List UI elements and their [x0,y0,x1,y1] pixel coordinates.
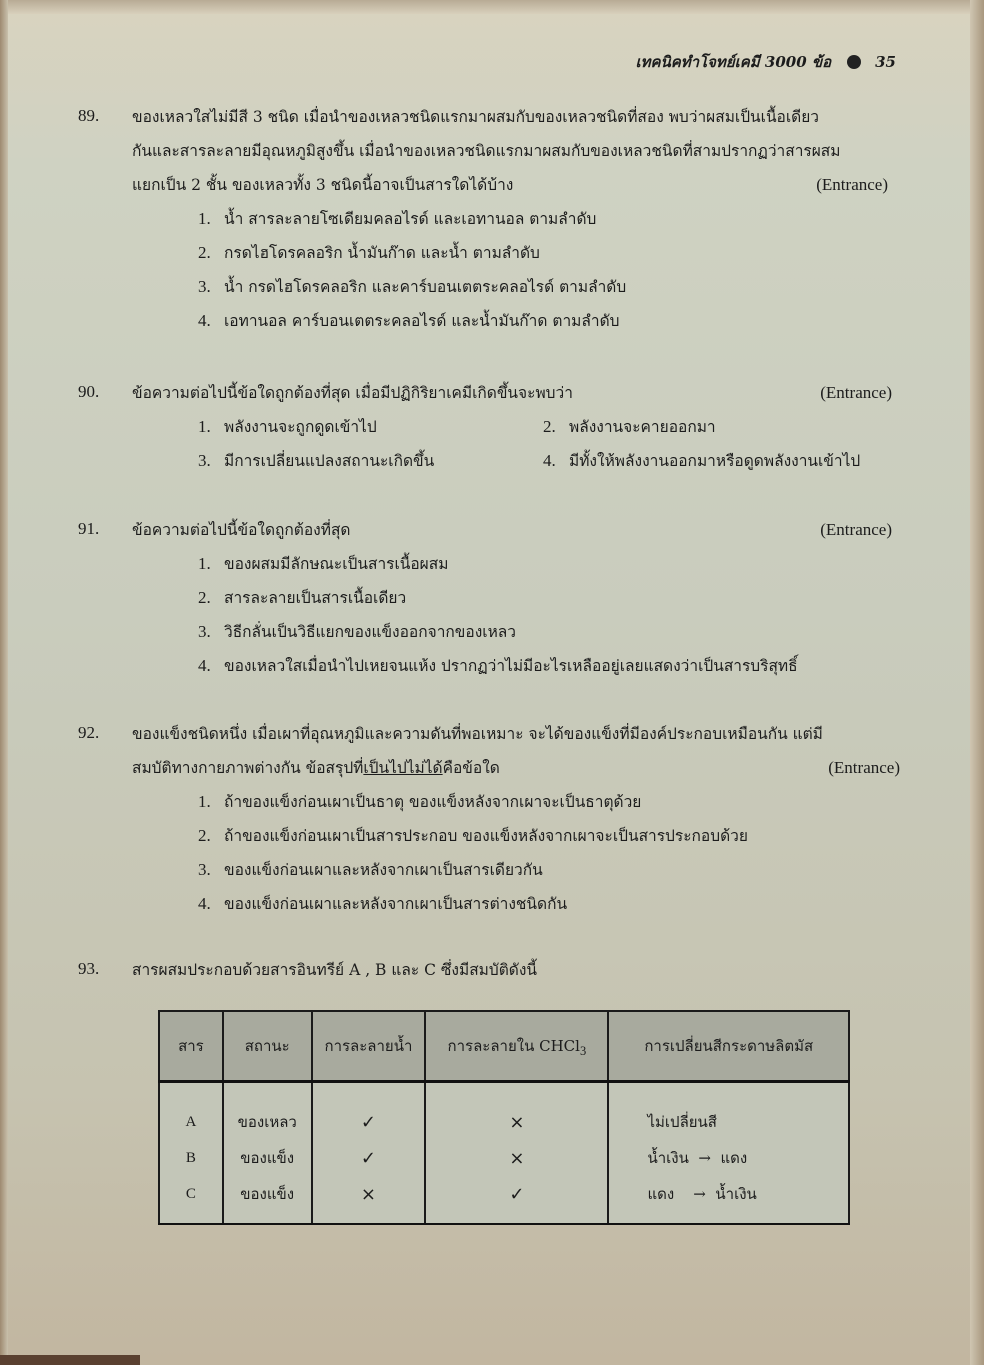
option-item [198,853,878,887]
stem-line: สารผสมประกอบด้วยสารอินทรีย์ A , B และ C ซึ่งมีสมบัติดังนี้ [132,961,538,979]
table-row [159,1140,849,1176]
option-item [198,202,878,236]
source-label: (Entrance) [820,383,892,402]
options-list [198,547,878,683]
running-head [635,50,896,74]
option-item [543,444,883,478]
option-item [198,581,878,615]
check-icon: ✓ [425,1176,608,1224]
option-text: มีทั้งให้พลังงานออกมาหรือดูดพลังงานเข้าไป [569,452,861,470]
option-text: น้ำ กรดไฮโดรคลอริก และคาร์บอนเตตระคลอไรด์ ตามลำดับ [224,278,627,296]
option-number: 3. [198,451,211,470]
option-number: 1. [198,417,211,436]
table-row [159,1176,849,1224]
cell-substance: C [159,1176,223,1224]
cell-state: ของแข็ง [223,1176,312,1224]
option-number: 4. [198,656,211,675]
option-text: สารละลายเป็นสารเนื้อเดียว [224,589,407,607]
stem-text: คือข้อใด [442,759,500,777]
option-item [198,819,878,853]
cell-state: ของแข็ง [223,1140,312,1176]
option-number: 1. [198,792,211,811]
options-list [198,202,878,338]
header-substance: สาร [159,1011,223,1082]
option-item [198,304,878,338]
question-number: 89. [78,106,100,125]
header-chcl3-solubility [425,1011,608,1082]
option-number: 2. [198,243,211,262]
stem-line: ของแข็งชนิดหนึ่ง เมื่อเผาที่อุณหภูมิและความดันที่พอเหมาะ จะได้ของแข็งที่มีองค์ประกอบเหมือนกัน แต่มี [132,725,823,743]
check-icon: ✓ [312,1140,426,1176]
option-number: 4. [198,311,211,330]
option-text: พลังงานจะคายออกมา [569,418,716,436]
bullet-dot-icon [847,55,861,69]
option-number: 2. [198,826,211,845]
source-label: (Entrance) [820,520,892,539]
page-edge-right [970,0,984,1365]
option-text: ของแข็งก่อนเผาและหลังจากเผาเป็นสารเดียวกัน [224,861,543,879]
options-list [198,785,878,921]
question-91 [78,513,892,683]
page-bottom-shadow [0,1355,140,1365]
option-text: ของผสมมีลักษณะเป็นสารเนื้อผสม [224,555,449,573]
option-number: 2. [198,588,211,607]
option-item [198,444,543,478]
question-number: 90. [78,382,100,401]
option-item [198,785,878,819]
stem-line: กันและสารละลายมีอุณหภูมิสูงขึ้น เมื่อนำของเหลวชนิดแรกมาผสมกับของเหลวชนิดที่สามปรากฏว่าสารผสม [132,142,841,160]
check-icon: ✓ [312,1082,426,1141]
question-92 [78,717,900,921]
option-item [198,270,878,304]
option-number: 3. [198,277,211,296]
question-number: 91. [78,519,100,538]
option-text: น้ำ สารละลายโซเดียมคลอไรด์ และเอทานอล ตามลำดับ [224,210,597,228]
header-litmus-change: การเปลี่ยนสีกระดาษลิตมัส [608,1011,849,1082]
stem-text: ข้อความต่อไปนี้ข้อใดถูกต้องที่สุด เมื่อมีปฏิกิริยาเคมีเกิดขึ้นจะพบว่า [132,384,573,402]
option-number: 1. [198,554,211,573]
option-text: ของเหลวใสเมื่อนำไปเหยจนแห้ง ปรากฏว่าไม่มีอะไรเหลืออยู่เลยแสดงว่าเป็นสารบริสุทธิ์ [224,657,798,675]
cell-litmus: ไม่เปลี่ยนสี [608,1082,849,1141]
cell-substance: B [159,1140,223,1176]
question-stem [132,953,878,987]
question-number: 92. [78,723,100,742]
option-item [198,615,878,649]
question-stem [132,513,892,547]
option-item [543,410,883,444]
source-label: (Entrance) [816,175,888,194]
option-text: มีการเปลี่ยนแปลงสถานะเกิดขึ้น [224,452,435,470]
source-label: (Entrance) [828,758,900,777]
option-text: พลังงานจะถูกดูดเข้าไป [224,418,377,436]
cross-icon: × [425,1082,608,1141]
cell-substance: A [159,1082,223,1141]
option-text: ถ้าของแข็งก่อนเผาเป็นธาตุ ของแข็งหลังจากเผาจะเป็นธาตุด้วย [224,793,642,811]
option-text: วิธีกลั่นเป็นวิธีแยกของแข็งออกจากของเหลว [224,623,516,641]
question-stem [132,100,888,202]
option-number: 2. [543,417,556,436]
stem-line [132,168,888,202]
option-item [198,887,878,921]
option-number: 3. [198,860,211,879]
stem-line: ของเหลวใสไม่มีสี 3 ชนิด เมื่อนำของเหลวชนิดแรกมาผสมกับของเหลวชนิดที่สอง พบว่าผสมเป็นเนื้อเดียว [132,108,819,126]
cell-state: ของเหลว [223,1082,312,1141]
question-93 [78,953,878,987]
subscript: 3 [579,1043,587,1058]
stem-text: แยกเป็น 2 ชั้น ของเหลวทั้ง 3 ชนิดนี้อาจเป็นสารใดได้บ้าง [132,176,514,194]
table-row [159,1082,849,1141]
option-text: ของแข็งก่อนเผาและหลังจากเผาเป็นสารต่างชนิดกัน [224,895,568,913]
option-text: ถ้าของแข็งก่อนเผาเป็นสารประกอบ ของแข็งหลังจากเผาจะเป็นสารประกอบด้วย [224,827,748,845]
cross-icon: × [425,1140,608,1176]
header-water-solubility: การละลายน้ำ [312,1011,426,1082]
header-state: สถานะ [223,1011,312,1082]
option-number: 4. [543,451,556,470]
option-number: 4. [198,894,211,913]
stem-text: ข้อความต่อไปนี้ข้อใดถูกต้องที่สุด [132,521,351,539]
header-text: การละลายใน CHCl [447,1036,580,1055]
option-item [198,547,878,581]
cross-icon: × [312,1176,426,1224]
page-number: 35 [875,53,896,71]
cell-litmus: น้ำเงิน → แดง [608,1140,849,1176]
option-item [198,649,878,683]
page-edge-left [0,0,8,1365]
option-text: เอทานอล คาร์บอนเตตระคลอไรด์ และน้ำมันก๊าด ตามลำดับ [224,312,620,330]
book-title: เทคนิคทำโจทย์เคมี 3000 ข้อ [635,53,832,71]
stem-text: สมบัติทางกายภาพต่างกัน ข้อสรุปที่ [132,759,364,777]
properties-table [158,1010,850,1225]
question-89 [78,100,888,338]
table-header-row [159,1011,849,1082]
question-number: 93. [78,959,100,978]
option-item [198,410,543,444]
option-number: 1. [198,209,211,228]
question-90 [78,376,892,478]
stem-line [132,513,892,547]
cell-litmus: แดง → น้ำเงิน [608,1176,849,1224]
page-edge-top [0,0,984,14]
emphasis-underline: เป็นไปไม่ได้ [363,759,443,777]
question-stem [132,717,900,785]
option-item [198,236,878,270]
stem-line [132,751,900,785]
question-stem [132,376,892,410]
stem-line [132,376,892,410]
option-number: 3. [198,622,211,641]
option-text: กรดไฮโดรคลอริก น้ำมันก๊าด และน้ำ ตามลำดับ [224,244,540,262]
options-grid [198,410,878,478]
